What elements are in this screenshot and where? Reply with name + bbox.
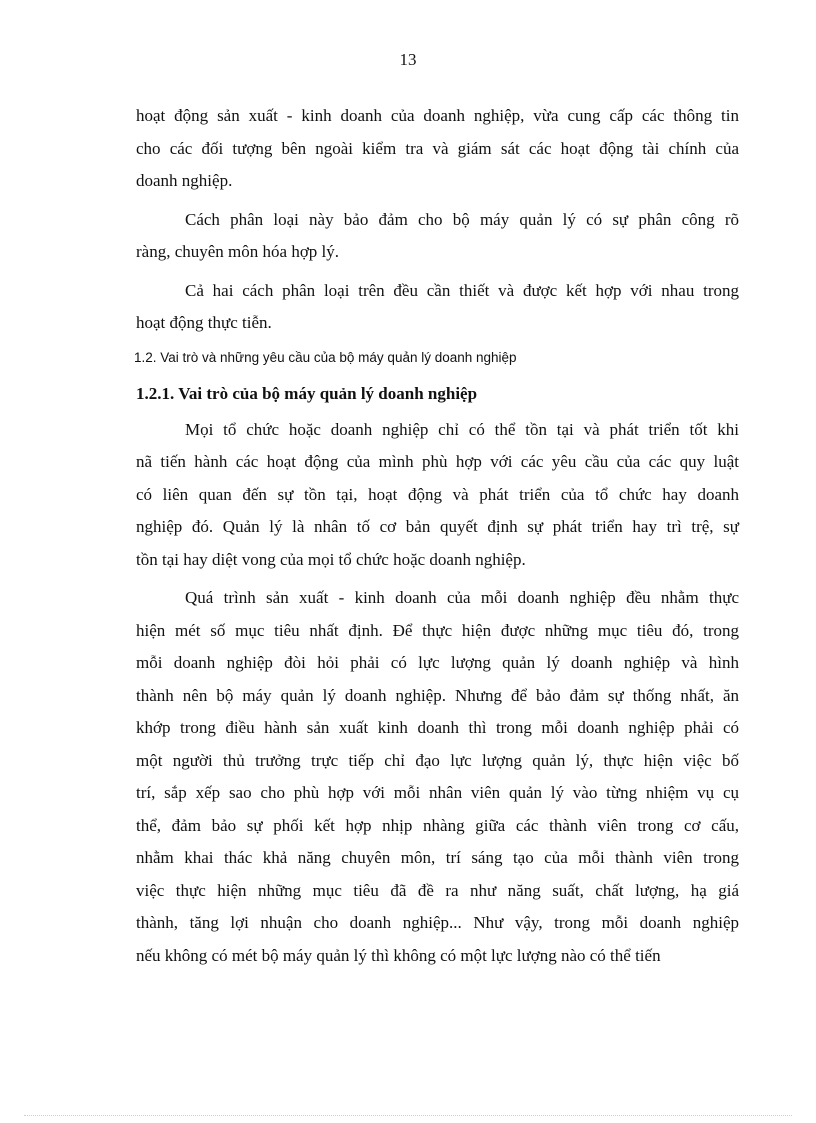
paragraph-production-process — [136, 582, 739, 972]
text-line: khớp trong điều hành sản xuất kinh doanh thì trong mỗi doanh nghiệp phải có — [136, 718, 739, 737]
paragraph-classification-benefit — [136, 204, 739, 269]
text-line: Cả hai cách phân loại trên đều cần thiết và được kết hợp với nhau trong — [185, 280, 739, 300]
text-line: tồn tại hay diệt vong của mọi tổ chức hoặc doanh nghiệp. — [136, 549, 526, 569]
section-heading: 1.2. Vai trò và những yêu cầu của bộ máy quản lý doanh nghiệp — [134, 349, 517, 365]
paragraph-role-of-management — [136, 414, 739, 577]
subsection-heading: 1.2.1. Vai trò của bộ máy quản lý doanh nghiệp — [136, 383, 478, 403]
text-line: có liên quan đến sự tồn tại, hoạt động và phát triển của tổ chức hay doanh — [136, 484, 739, 504]
text-line: nhằm khai thác khả năng chuyên môn, trí sáng tạo của mỗi thành viên trong — [136, 848, 739, 867]
page-content — [136, 100, 739, 978]
text-line: hoạt động thực tiễn. — [136, 313, 272, 332]
paragraph-continuation — [136, 100, 739, 198]
text-line: nếu không có mét bộ máy quản lý thì không có một lực lượng nào có thể tiến — [136, 945, 661, 965]
text-line: mỗi doanh nghiệp đòi hỏi phải có lực lượng quản lý doanh nghiệp và hình — [136, 653, 739, 672]
page-bottom-divider — [24, 1115, 792, 1116]
text-line: hiện mét số mục tiêu nhất định. Để thực hiện được những mục tiêu đó, trong — [136, 620, 739, 640]
text-line: ràng, chuyên môn hóa hợp lý. — [136, 242, 340, 261]
text-line: cho các đối tượng bên ngoài kiểm tra và giám sát các hoạt động tài chính của — [136, 138, 739, 158]
text-line: nã tiến hành các hoạt động của mình phù hợp với các yêu cầu của các quy luật — [136, 452, 739, 471]
text-line: Quá trình sản xuất - kinh doanh của mỗi doanh nghiệp đều nhằm thực — [185, 588, 739, 607]
text-line: Mọi tổ chức hoặc doanh nghiệp chỉ có thể tồn tại và phát triển tốt khi — [185, 419, 739, 439]
text-line: một người thủ trưởng trực tiếp chỉ đạo lực lượng quản lý, thực hiện việc bố — [136, 750, 739, 770]
text-line: việc thực hiện những mục tiêu đã đề ra như năng suất, chất lượng, hạ giá — [136, 880, 739, 900]
page-number: 13 — [399, 50, 417, 69]
text-line: Cách phân loại này bảo đảm cho bộ máy quản lý có sự phân công rõ — [185, 209, 739, 229]
text-line: hoạt động sản xuất - kinh doanh của doanh nghiệp, vừa cung cấp các thông tin — [136, 106, 739, 125]
text-line: thể, đảm bảo sự phối kết hợp nhịp nhàng giữa các thành viên trong cơ cấu, — [136, 815, 739, 835]
text-line: thành nên bộ máy quản lý doanh nghiệp. Nhưng để bảo đảm sự thống nhất, ăn — [136, 685, 739, 705]
text-line: thành, tăng lợi nhuận cho doanh nghiệp... Như vậy, trong mỗi doanh nghiệp — [136, 913, 739, 932]
text-line: trí, sắp xếp sao cho phù hợp với mỗi nhân viên quản lý vào từng nhiệm vụ cụ — [136, 783, 739, 802]
text-line: nghiệp đó. Quản lý là nhân tố cơ bản quyết định sự phát triển hay trì trệ, sự — [136, 517, 739, 536]
text-line: doanh nghiệp. — [136, 171, 233, 190]
paragraph-both-classifications — [136, 275, 739, 340]
